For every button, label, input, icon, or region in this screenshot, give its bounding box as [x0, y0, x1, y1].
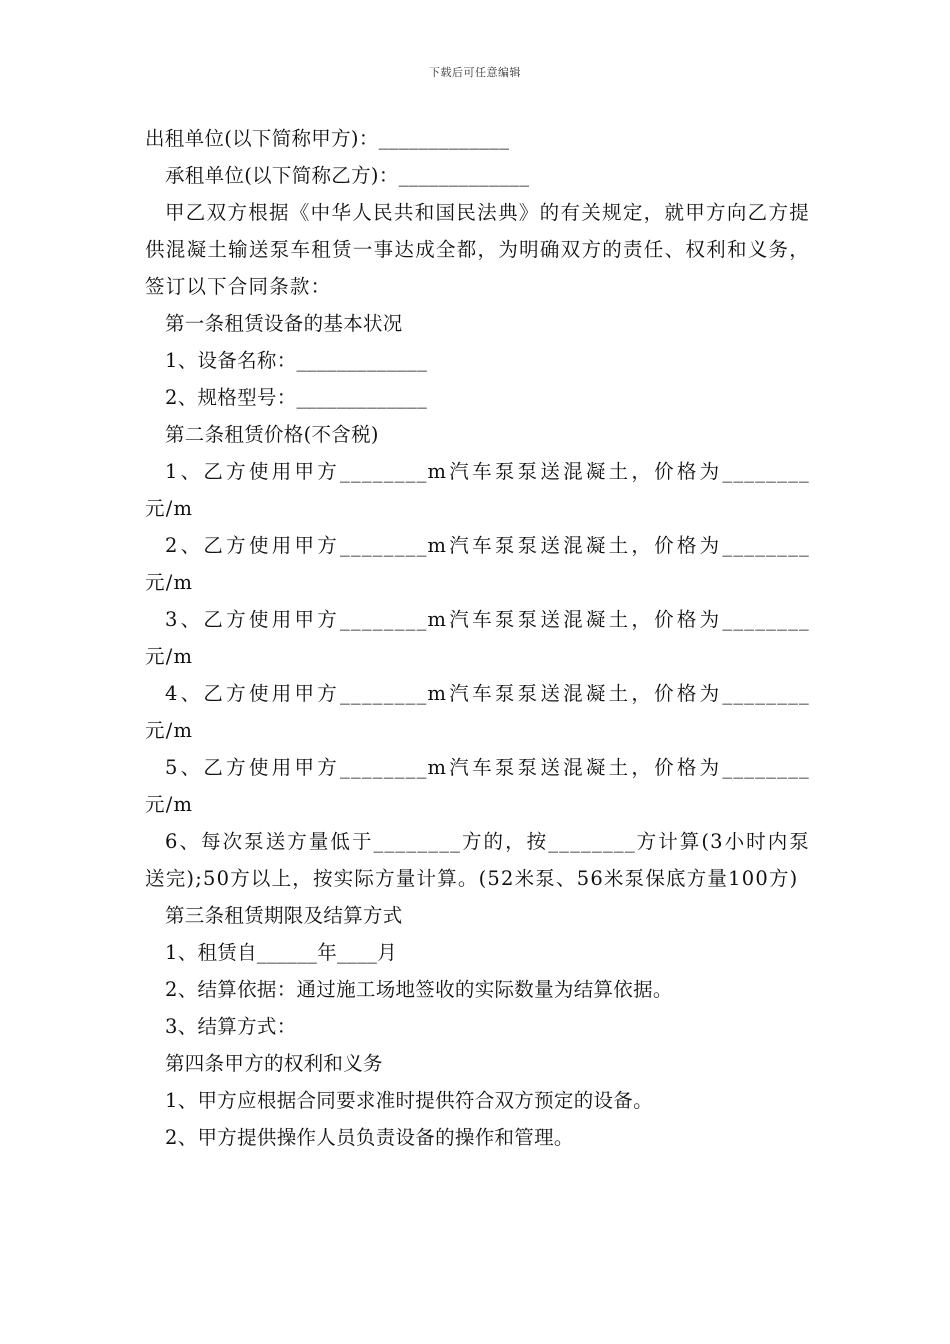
- party-a-duty-2: 2、甲方提供操作人员负责设备的操作和管理。: [165, 1126, 574, 1149]
- article-3-heading: 第三条租赁期限及结算方式: [165, 904, 403, 927]
- lessee-line: 承租单位(以下简称乙方)：_____________: [165, 164, 530, 187]
- price-item-5: 5、乙方使用甲方________m汽车泵泵送混凝土，价格为________元/m: [145, 756, 810, 816]
- article-4-heading: 第四条甲方的权利和义务: [165, 1052, 383, 1075]
- preamble-paragraph: 甲乙双方根据《中华人民共和国民法典》的有关规定，就甲方向乙方提供混凝土输送泵车租赁一事达成全都，为明确双方的责任、权利和义务，签订以下合同条款：: [145, 201, 810, 298]
- article-2-heading: 第二条租赁价格(不含税): [165, 423, 379, 446]
- equipment-model-line: 2、规格型号：_____________: [165, 386, 428, 409]
- article-1-heading: 第一条租赁设备的基本状况: [165, 312, 403, 335]
- party-a-duty-1: 1、甲方应根据合同要求准时提供符合双方预定的设备。: [165, 1089, 653, 1112]
- settlement-basis-line: 2、结算依据：通过施工场地签收的实际数量为结算依据。: [165, 978, 673, 1001]
- equipment-name-line: 1、设备名称：_____________: [165, 349, 428, 372]
- price-item-3: 3、乙方使用甲方________m汽车泵泵送混凝土，价格为________元/m: [145, 608, 810, 668]
- price-item-1: 1、乙方使用甲方________m汽车泵泵送混凝土，价格为________元/m: [145, 460, 810, 520]
- price-item-2: 2、乙方使用甲方________m汽车泵泵送混凝土，价格为________元/m: [145, 534, 810, 594]
- price-item-4: 4、乙方使用甲方________m汽车泵泵送混凝土，价格为________元/m: [145, 682, 810, 742]
- document-body: [145, 120, 810, 1156]
- page-header-note: 下载后可任意编辑: [429, 66, 521, 79]
- lessor-line: 出租单位(以下简称甲方)：_____________: [145, 127, 510, 150]
- price-item-6: 6、每次泵送方量低于________方的，按________方计算(3小时内泵送完);50方以上，按实际方量计算。(52米泵、56米泵保底方量100方): [145, 830, 810, 890]
- settlement-method-line: 3、结算方式：: [165, 1015, 297, 1038]
- lease-term-line: 1、租赁自______年____月: [165, 941, 398, 964]
